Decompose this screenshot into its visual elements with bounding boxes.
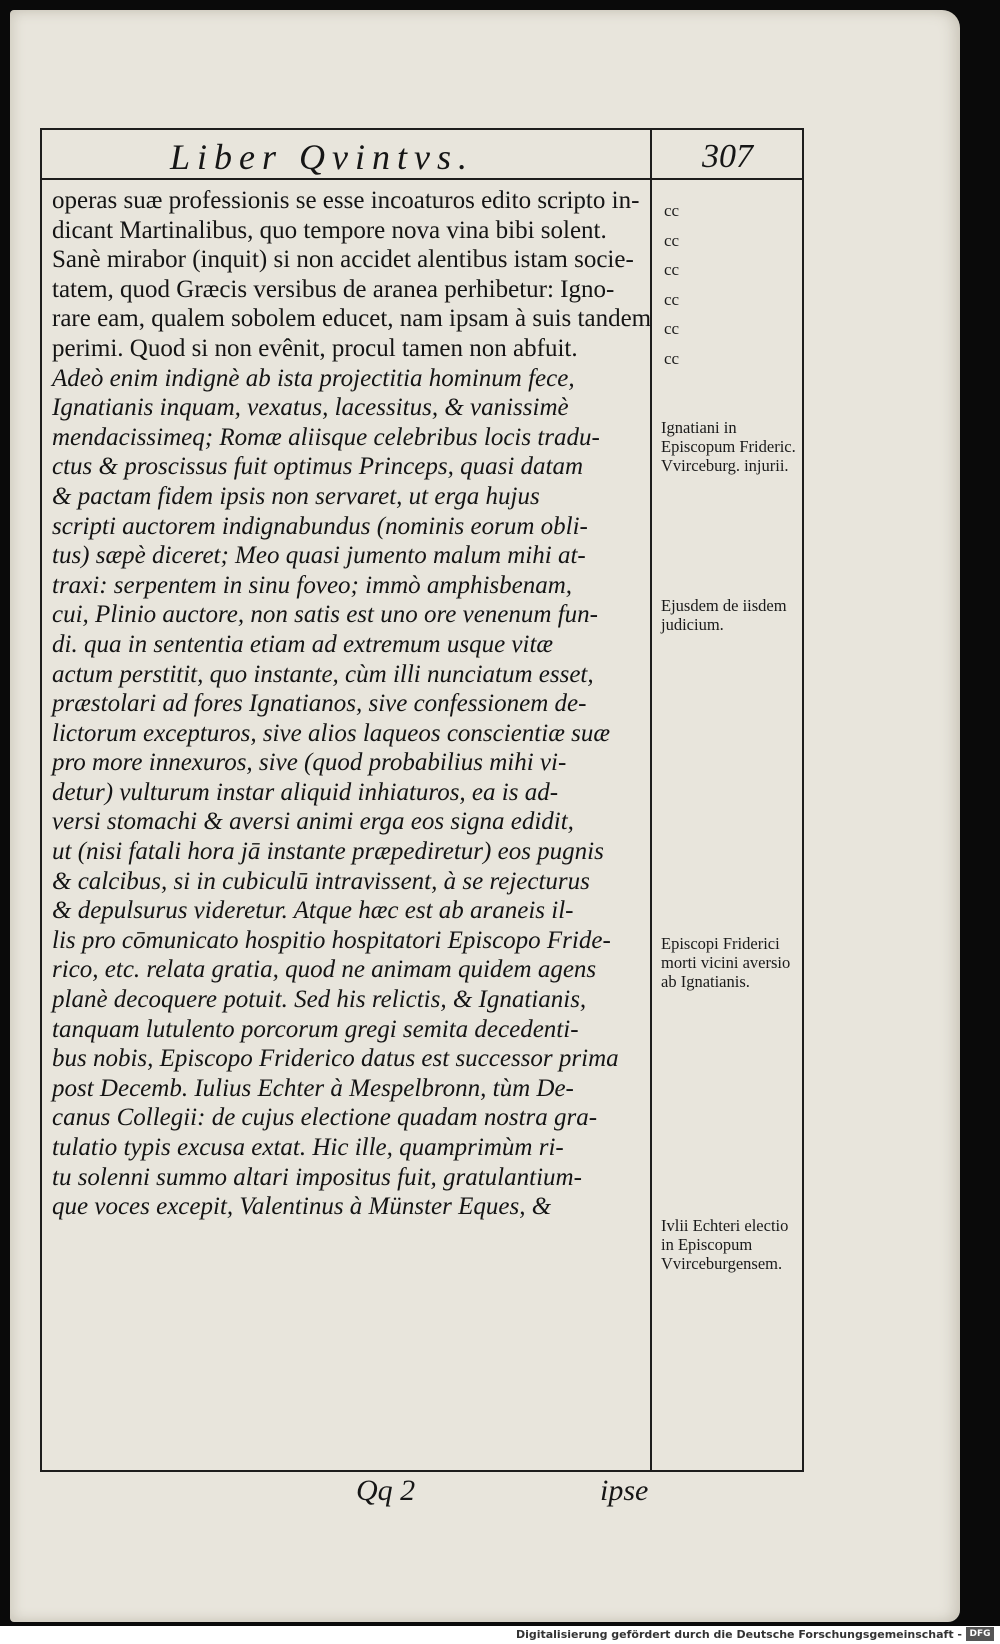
quotation-marks-column	[664, 196, 694, 374]
text-line: & calcibus, si in cubiculū intravissent, à se rejecturus	[52, 867, 590, 895]
margin-note: Ejusdem de iisdem judicium.	[661, 596, 787, 634]
text-line: dicant Martinalibus, quo tempore nova vina bibi solent.	[52, 216, 607, 244]
text-line: traxi: serpentem in sinu foveo; immò amphisbenam,	[52, 571, 573, 599]
text-line: Ignatianis inquam, vexatus, lacessitus, & vanissimè	[52, 394, 569, 422]
text-line: tatem, quod Græcis versibus de aranea perhibetur: Igno-	[52, 275, 615, 303]
digitization-banner: Digitalisierung gefördert durch die Deutsche Forschungsgemeinschaft -	[515, 1628, 962, 1641]
text-line: præstolari ad fores Ignatianos, sive confessionem de-	[52, 690, 587, 718]
page-number: 307	[702, 138, 753, 175]
text-line: perimi. Quod si non evênit, procul tamen non abfuit.	[52, 334, 578, 362]
text-line: ctus & proscissus fuit optimus Princeps, quasi datam	[52, 453, 584, 481]
text-line: pro more innexuros, sive (quod probabilius mihi vi-	[52, 749, 567, 777]
quote-mark: cc	[664, 260, 680, 280]
running-head: Liber Qvintvs.	[170, 137, 474, 177]
text-line: que voces excepit, Valentinus à Münster Eques, &	[52, 1193, 552, 1221]
text-line: lis pro cōmunicato hospitio hospitatori Episcopo Fride-	[52, 926, 611, 954]
header-rule	[40, 178, 804, 180]
quote-mark: cc	[664, 348, 680, 368]
margin-note: Episcopi Friderici morti vicini aversio ab Ignatianis.	[661, 934, 791, 991]
text-line: bus nobis, Episcopo Friderico datus est successor prima	[52, 1045, 619, 1073]
text-line: tu solenni summo altari impositus fuit, gratulantium-	[52, 1163, 582, 1191]
text-line: rico, etc. relata gratia, quod ne animam quidem agens	[52, 956, 597, 984]
text-line: canus Collegii: de cujus electione quadam nostra gra-	[52, 1104, 598, 1132]
dfg-logo: DFG	[966, 1627, 994, 1641]
text-line: tulatio typis excusa extat. Hic ille, quamprimùm ri-	[52, 1134, 564, 1161]
text-line: versi stomachi & aversi animi erga eos signa edidit,	[52, 808, 574, 836]
text-line: operas suæ professionis se esse incoaturos edito scripto in-	[52, 187, 640, 214]
margin-note: Ivlii Echteri electio in Episcopum Vvirceburgensem.	[661, 1216, 789, 1273]
text-line: lictorum excepturos, sive alios laqueos conscientiæ suæ	[52, 719, 611, 747]
signature-mark: Qq 2	[356, 1474, 416, 1507]
text-line: actum perstitit, quo instante, cùm illi nunciatum esset,	[52, 660, 594, 688]
text-line: Adeò enim indignè ab ista projectitia hominum fece,	[52, 364, 575, 392]
text-line: post Decemb. Iulius Echter à Mespelbronn, tùm De-	[52, 1074, 574, 1102]
book-page	[10, 10, 960, 1622]
quote-mark: cc	[664, 201, 680, 220]
text-line: ut (nisi fatali hora jā instante præpediretur) eos pugnis	[52, 838, 604, 866]
text-line: cui, Plinio auctore, non satis est uno ore venenum fun-	[52, 601, 598, 629]
text-line: tus) sæpè diceret; Meo quasi jumento malum mihi at-	[52, 542, 586, 570]
text-line: rare eam, qualem sobolem educet, nam ipsam à suis tandem	[52, 305, 652, 333]
quote-mark: cc	[664, 319, 680, 339]
text-line: detur) vulturum instar aliquid inhiaturos, ea is ad-	[52, 778, 559, 806]
text-line: di. qua in sententia etiam ad extremum usque vitæ	[52, 630, 554, 658]
body-text	[52, 186, 652, 1222]
margin-note: Ignatiani in Episcopum Frideric. Vvirceburg. injurii.	[661, 418, 796, 475]
text-line: mendacissimeq; Romæ aliisque celebribus locis tradu-	[52, 423, 600, 451]
text-line: & depulsurus videretur. Atque hæc est ab araneis il-	[52, 897, 574, 925]
quote-mark: cc	[664, 230, 680, 250]
quote-mark: cc	[664, 289, 680, 309]
text-line: tanquam lutulento porcorum gregi semita decedenti-	[52, 1015, 579, 1043]
catchword: ipse	[600, 1474, 649, 1507]
text-line: & pactam fidem ipsis non servaret, ut erga hujus	[52, 482, 540, 510]
text-line: scripti auctorem indignabundus (nominis eorum obli-	[52, 512, 588, 540]
text-line: planè decoquere potuit. Sed his relictis, & Ignatianis,	[52, 986, 587, 1014]
text-line: Sanè mirabor (inquit) si non accidet alentibus istam socie-	[52, 246, 634, 274]
